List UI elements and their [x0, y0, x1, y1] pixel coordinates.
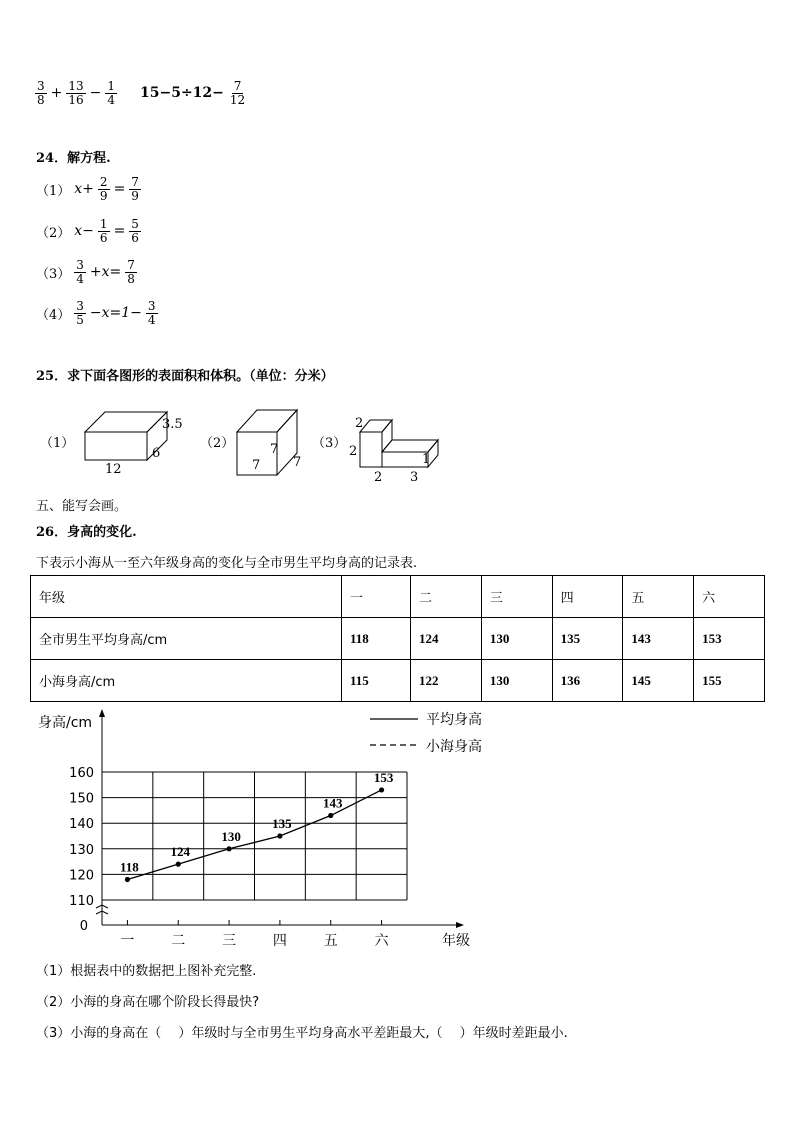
data-point	[176, 862, 181, 867]
y-tick-label: 130	[69, 842, 94, 858]
y-tick-label: 120	[69, 868, 94, 884]
q23-expr2	[140, 80, 247, 106]
table-cell: 全市男生平均身高/cm	[31, 618, 342, 660]
origin-label: 0	[79, 919, 88, 934]
table-cell: 145	[623, 660, 694, 702]
data-point	[125, 877, 130, 882]
operator: +	[50, 85, 63, 102]
y-axis-arrow	[99, 709, 105, 717]
data-label: 135	[272, 816, 292, 831]
q24-eq3: （3） $\frac{3}{4}$ +x= $\frac{7}{8}$	[36, 258, 135, 286]
legend-label: 小海身高	[426, 739, 482, 755]
table-cell: 143	[623, 618, 694, 660]
table-header-cell: 二	[411, 576, 482, 618]
fig1-height: 3.5	[162, 417, 183, 432]
data-label: 130	[221, 828, 241, 844]
data-label: 143	[323, 795, 343, 811]
x-tick-label: 六	[374, 933, 389, 949]
data-point	[226, 846, 231, 851]
table-header-cell: 三	[481, 576, 552, 618]
operator: −	[89, 85, 102, 102]
q25-title: 25．求下面各图形的表面积和体积。（单位：分米）	[36, 369, 334, 384]
x-tick-label: 五	[323, 933, 338, 949]
q24-eq1: （1） x+ $\frac{2}{9}$ = $\frac{7}{9}$	[36, 175, 139, 203]
fig3-bottom1: 2	[374, 470, 383, 485]
table-row	[31, 660, 765, 702]
fig3-top: 2	[355, 416, 364, 431]
fig3-bottom2: 3	[410, 470, 419, 485]
fig2-bottom: 7	[252, 458, 261, 473]
question-2: （2）小海的身高在哪个阶段长得最快?	[36, 995, 260, 1010]
table-cell: 135	[552, 618, 623, 660]
table-header-cell: 六	[694, 576, 765, 618]
table-cell: 130	[481, 618, 552, 660]
x-tick-label: 二	[171, 933, 186, 949]
expression-lead: 15−5÷12−	[140, 85, 224, 102]
y-axis-title: 身高/cm	[38, 715, 93, 731]
table-row	[31, 576, 765, 618]
data-label: 124	[170, 844, 190, 860]
table-cell: 小海身高/cm	[31, 660, 342, 702]
table-cell: 115	[342, 660, 411, 702]
table-cell: 122	[411, 660, 482, 702]
q24-title: 24．解方程.	[36, 151, 111, 166]
legend-label: 平均身高	[426, 712, 482, 728]
data-point	[277, 833, 282, 838]
x-axis-arrow	[456, 922, 464, 928]
composite-figure-3	[355, 412, 445, 472]
q23-expr1	[35, 80, 117, 106]
table-cell: 124	[411, 618, 482, 660]
fraction: $\frac{7}{12}$	[229, 79, 246, 107]
fig3-label: （3）	[312, 436, 347, 451]
x-axis-title: 年级	[442, 933, 470, 949]
fig3-left: 2	[349, 444, 358, 459]
fig1-length: 12	[105, 462, 122, 477]
fraction: $\frac{13}{16}$	[68, 79, 84, 107]
data-point	[328, 813, 333, 818]
fig2-side: 7	[293, 455, 302, 470]
q24-eq4: （4） $\frac{3}{5}$ −x=1− $\frac{3}{4}$	[36, 299, 156, 327]
y-tick-label: 140	[69, 817, 94, 833]
height-line-chart	[30, 705, 500, 955]
table-cell: 130	[481, 660, 552, 702]
table-cell: 136	[552, 660, 623, 702]
y-tick-label: 160	[69, 766, 94, 781]
data-label: 153	[373, 769, 394, 785]
question-3: （3）小海的身高在（ ）年级时与全市男生平均身高水平差距最大,（ ）年级时差距最小.	[36, 1026, 568, 1041]
fig3-small: 1	[422, 452, 431, 467]
data-label: 118	[120, 859, 139, 875]
table-cell: 118	[342, 618, 411, 660]
section-heading: 五、能写会画。	[36, 499, 128, 514]
table-header-cell: 年级	[31, 576, 342, 618]
y-tick-label: 150	[69, 791, 94, 807]
fig1-label: （1）	[40, 436, 75, 451]
x-tick-label: 一	[120, 933, 135, 949]
height-record-table	[30, 575, 765, 702]
table-header-cell: 五	[623, 576, 694, 618]
data-point	[379, 787, 384, 792]
x-tick-label: 三	[222, 933, 237, 949]
q26-intro: 下表示小海从一至六年级身高的变化与全市男生平均身高的记录表.	[36, 556, 418, 571]
y-tick-label: 110	[69, 894, 94, 909]
x-tick-label: 四	[272, 933, 287, 949]
q24-eq2: （2） x− $\frac{1}{6}$ = $\frac{5}{6}$	[36, 217, 139, 245]
table-header-cell: 四	[552, 576, 623, 618]
table-cell: 155	[694, 660, 765, 702]
fig2-label: （2）	[200, 436, 235, 451]
table-row	[31, 618, 765, 660]
q26-title: 26．身高的变化.	[36, 525, 137, 540]
fraction: $\frac{3}{8}$	[37, 79, 45, 107]
table-cell: 153	[694, 618, 765, 660]
fraction: $\frac{1}{4}$	[107, 79, 116, 107]
fig2-front: 7	[270, 442, 279, 457]
table-header-cell: 一	[342, 576, 411, 618]
fig1-width: 6	[152, 446, 161, 461]
question-1: （1）根据表中的数据把上图补充完整.	[36, 964, 257, 979]
